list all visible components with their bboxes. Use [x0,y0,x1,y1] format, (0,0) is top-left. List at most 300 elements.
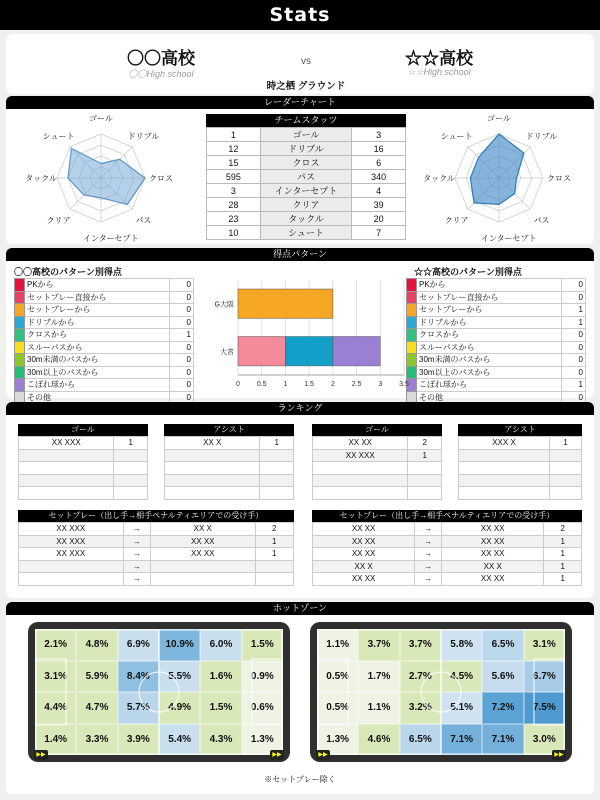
player-name [165,474,260,487]
home-value: 28 [207,198,261,212]
pattern-value: 1 [562,316,586,329]
player-count: 1 [408,449,442,462]
home-team-name: 〇〇高校 [127,49,195,68]
setplay-count: 1 [544,548,582,561]
hotzone-cell: 1.7% [358,661,399,693]
table-row [313,560,582,573]
home-value: 595 [207,170,261,184]
radar-axis-label: クリア [46,216,71,226]
hotzone-cell: 1.4% [35,724,76,756]
svg-text:1: 1 [283,381,288,388]
pattern-label: その他 [25,391,170,404]
arrow-icon: → [123,523,151,536]
radar-axis-label: シュート [42,131,75,141]
radar-axis-label: パス [135,216,152,226]
player-name [19,474,114,487]
hotzone-cell: 10.9% [159,629,200,661]
teams-header [6,34,594,94]
home-pattern-list [14,278,194,404]
passer-name [19,573,124,586]
pattern-label: こぼれ球から [25,379,170,392]
pattern-color-swatch [15,329,25,342]
list-item [407,279,586,292]
table-row [313,523,582,536]
hotzone-cell: 8.4% [118,661,159,693]
home-setplay-table [18,510,294,586]
radar-axis-label: ドリブル [525,131,558,141]
hotzone-cell: 5.9% [76,661,117,693]
table-row [19,462,148,475]
table-row [207,226,406,240]
table-row [165,487,294,500]
home-radar-chart [6,112,196,242]
setplay-count [255,560,294,573]
setplay-count: 1 [544,560,582,573]
hotzone-cell: 1.5% [200,692,241,724]
table-row [313,487,442,500]
list-item [407,316,586,329]
home-setplay-caption: セットプレー（出し手→相手ペナルティエリアでの受け手） [18,510,294,522]
pattern-value: 0 [170,354,194,367]
player-count [114,462,148,475]
hotzone-cell: 3.1% [35,661,76,693]
stat-label: クリア [260,198,352,212]
pattern-value: 0 [170,379,194,392]
table-row [207,128,406,142]
pattern-label: 30m未満のパスから [25,354,170,367]
ranking-panel [6,402,594,598]
hotzone-cell: 5.1% [441,692,482,724]
home-assist-ranking-caption: アシスト [164,424,294,436]
hotzone-cell: 1.1% [317,629,358,661]
receiver-name: XX XX [151,548,256,561]
home-value: 23 [207,212,261,226]
player-name: XX XXX [313,449,408,462]
hotzone-cell: 4.6% [358,724,399,756]
setplay-count [255,573,294,586]
passer-name: XX XX [313,523,415,536]
hotzone-cell: 7.5% [524,692,565,724]
list-item [407,354,586,367]
setplay-count: 2 [255,523,294,536]
list-item [407,341,586,354]
player-name [165,487,260,500]
pattern-value: 0 [170,304,194,317]
hotzone-cell: 6.7% [524,661,565,693]
pattern-label: その他 [417,391,562,404]
passer-name: XX XXX [19,535,124,548]
passer-name: XX XXX [19,523,124,536]
pattern-color-swatch [15,316,25,329]
hotzone-cell: 1.5% [242,629,283,661]
list-item [15,316,194,329]
receiver-name: XX XX [442,548,544,561]
ranking-section-title: ランキング [6,402,594,415]
player-name: XXX X [459,437,550,450]
pattern-color-swatch [15,291,25,304]
away-direction-badge-right: ▶▶ [552,750,566,760]
arrow-icon: → [123,548,151,561]
list-item [15,291,194,304]
svg-text:2: 2 [330,381,335,388]
table-row [19,487,148,500]
hotzone-cell: 4.4% [35,692,76,724]
hotzone-cell: 1.1% [358,692,399,724]
home-value: 3 [207,184,261,198]
stat-label: シュート [260,226,352,240]
radar-axis-label: シュート [440,131,473,141]
svg-text:3.5: 3.5 [399,381,409,388]
player-count [408,462,442,475]
pattern-label: PKから [25,279,170,292]
passer-name: XX XXX [19,548,124,561]
hotzone-cell: 7.2% [482,692,523,724]
player-count: 1 [550,437,582,450]
player-count [550,474,582,487]
table-row [19,523,294,536]
arrow-icon: → [123,535,151,548]
list-item [407,304,586,317]
svg-text:0: 0 [236,381,240,388]
player-count [550,487,582,500]
hotzone-cell: 3.7% [358,629,399,661]
pattern-value: 0 [170,279,194,292]
player-count [408,487,442,500]
svg-text:G大阪: G大阪 [214,301,234,309]
table-row [19,535,294,548]
pattern-value: 0 [562,291,586,304]
receiver-name: XX XX [442,523,544,536]
pattern-label: スルーパスから [417,341,562,354]
hotzone-cell: 3.3% [76,724,117,756]
pattern-label: クロスから [417,329,562,342]
player-count [260,474,294,487]
table-row [459,474,582,487]
list-item [15,354,194,367]
pattern-value: 0 [170,341,194,354]
list-item [15,379,194,392]
hotzone-cell: 7.1% [482,724,523,756]
player-name: XX X [165,437,260,450]
home-value: 15 [207,156,261,170]
pattern-value: 0 [562,279,586,292]
pattern-color-swatch [15,366,25,379]
hotzone-cell: 5.5% [159,661,200,693]
away-value: 20 [352,212,406,226]
hotzone-cell: 4.9% [159,692,200,724]
table-row [459,437,582,450]
away-direction-badge: ▶▶ [316,750,330,760]
away-goal-ranking [312,424,442,500]
table-row [313,535,582,548]
pattern-value: 0 [562,391,586,404]
away-value: 340 [352,170,406,184]
player-name: XX XX [313,437,408,450]
radar-axis-label: クロス [547,174,571,183]
hotzone-section-title: ホットゾーン [6,602,594,615]
table-row [19,449,148,462]
passer-name: XX XX [313,548,415,561]
player-name [313,462,408,475]
pattern-label: セットプレーから [417,304,562,317]
setplay-count: 2 [544,523,582,536]
table-row [19,560,294,573]
table-row [313,462,442,475]
list-item [15,279,194,292]
stat-label: インターセプト [260,184,352,198]
table-row [207,212,406,226]
list-item [15,304,194,317]
home-direction-badge-right: ▶▶ [270,750,284,760]
player-name [459,487,550,500]
pattern-label: クロスから [25,329,170,342]
hotzone-cell: 6.9% [118,629,159,661]
arrow-icon: → [123,573,151,586]
table-row [19,573,294,586]
venue-label: 時之栖 グラウンド [266,81,346,92]
radar-axis-label: ドリブル [127,131,160,141]
pattern-label: セットプレーから [25,304,170,317]
radar-section-title: レーダーチャート [6,96,594,109]
table-row [313,437,442,450]
hotzone-cell: 5.4% [159,724,200,756]
arrow-icon: → [415,548,442,561]
home-direction-badge: ▶▶ [34,750,48,760]
stat-label: クロス [260,156,352,170]
radar-chart-panel [6,96,594,244]
player-name [19,487,114,500]
home-team-subtitle: 〇〇High school [128,69,194,79]
hotzone-cell: 4.5% [441,661,482,693]
setplay-count: 1 [255,548,294,561]
hotzone-cell: 3.1% [524,629,565,661]
hotzone-cell: 1.3% [242,724,283,756]
player-count: 1 [114,437,148,450]
table-row [207,156,406,170]
away-goal-ranking-caption: ゴール [312,424,442,436]
vs-label: vs [301,56,311,67]
arrow-icon: → [123,560,151,573]
pattern-bar-chart [202,276,410,391]
hotzone-cell: 2.1% [35,629,76,661]
receiver-name [151,573,256,586]
player-name [313,474,408,487]
player-name [459,449,550,462]
setplay-count: 1 [544,535,582,548]
list-item [407,291,586,304]
receiver-name: XX XX [151,535,256,548]
player-name [459,474,550,487]
radar-axis-label: クリア [444,216,469,226]
hotzone-cell: 6.5% [482,629,523,661]
page-title: Stats [269,4,331,26]
hotzone-cell: 1.6% [200,661,241,693]
player-count [550,462,582,475]
table-row [19,474,148,487]
receiver-name [151,560,256,573]
passer-name: XX X [313,560,415,573]
pattern-label: セットプレー直接から [417,291,562,304]
pattern-label: PKから [417,279,562,292]
home-goal-ranking [18,424,148,500]
hotzone-cell: 0.9% [242,661,283,693]
away-value: 39 [352,198,406,212]
list-item [15,341,194,354]
away-value: 3 [352,128,406,142]
player-name [19,462,114,475]
arrow-icon: → [415,535,442,548]
player-count [260,462,294,475]
passer-name: XX XX [313,535,415,548]
hotzone-cell: 1.3% [317,724,358,756]
home-value: 10 [207,226,261,240]
away-value: 6 [352,156,406,170]
player-count [114,474,148,487]
home-goal-ranking-caption: ゴール [18,424,148,436]
hotzone-cell: 7.1% [441,724,482,756]
table-row [165,474,294,487]
radar-axis-label: ゴール [487,114,511,123]
arrow-icon: → [415,523,442,536]
table-row [459,462,582,475]
setplay-count: 1 [255,535,294,548]
hotzone-cell: 3.0% [524,724,565,756]
hotzone-cell: 4.3% [200,724,241,756]
player-count [114,487,148,500]
table-row [165,449,294,462]
table-row [313,548,582,561]
arrow-icon: → [415,560,442,573]
table-row [207,198,406,212]
player-name [459,462,550,475]
stat-label: ドリブル [260,142,352,156]
table-row [207,170,406,184]
table-row [459,487,582,500]
player-count [408,474,442,487]
list-item [407,366,586,379]
player-count [260,487,294,500]
away-assist-ranking [458,424,582,500]
pattern-value: 0 [562,354,586,367]
table-row [313,573,582,586]
hotzone-cell: 4.8% [76,629,117,661]
pattern-label: 30m未満のパスから [417,354,562,367]
list-item [15,366,194,379]
player-count: 2 [408,437,442,450]
table-row [19,437,148,450]
away-pattern-title: ☆☆高校のパターン別得点 [414,267,522,277]
table-row [19,548,294,561]
away-value: 4 [352,184,406,198]
away-hotzone-pitch [310,622,572,762]
pattern-label: ドリブルから [417,316,562,329]
table-row [207,184,406,198]
pattern-label: 30m以上のパスから [25,366,170,379]
pattern-value: 1 [170,329,194,342]
passer-name: XX XX [313,573,415,586]
pattern-section-title: 得点パターン [6,248,594,261]
pattern-value: 0 [170,316,194,329]
home-assist-ranking [164,424,294,500]
hotzone-cell: 3.9% [118,724,159,756]
player-name [165,449,260,462]
player-count [260,449,294,462]
player-count [114,449,148,462]
pattern-value: 0 [170,366,194,379]
away-team-subtitle: ☆☆High school [407,67,471,77]
hot-zone-panel [6,602,594,794]
list-item [15,329,194,342]
pattern-label: スルーパスから [25,341,170,354]
pattern-label: ドリブルから [25,316,170,329]
receiver-name: XX X [442,560,544,573]
stat-label: パス [260,170,352,184]
radar-axis-label: パス [533,216,550,226]
pattern-color-swatch [15,354,25,367]
home-value: 12 [207,142,261,156]
table-row [313,449,442,462]
home-hotzone-pitch [28,622,290,762]
table-row [207,142,406,156]
pattern-color-swatch [15,304,25,317]
radar-axis-label: クロス [149,174,173,183]
setplay-count: 1 [544,573,582,586]
away-radar-chart [404,112,594,242]
hotzone-cell: 6.5% [400,724,441,756]
away-setplay-caption: セットプレー（出し手→相手ペナルティエリアでの受け手） [312,510,582,522]
away-setplay-table [312,510,582,586]
hotzone-cell: 2.7% [400,661,441,693]
table-row [165,437,294,450]
hotzone-cell: 0.5% [317,661,358,693]
receiver-name: XX XX [442,573,544,586]
stat-label: タックル [260,212,352,226]
player-name [165,462,260,475]
pattern-label: セットプレー直接から [25,291,170,304]
table-row [459,449,582,462]
hotzone-cell: 4.7% [76,692,117,724]
pattern-value: 0 [170,291,194,304]
radar-axis-label: インターセプト [83,234,139,243]
radar-axis-label: タックル [423,174,455,183]
player-name [19,449,114,462]
hotzone-cell: 5.7% [118,692,159,724]
scoring-pattern-panel [6,248,594,402]
pattern-color-swatch [15,341,25,354]
hotzone-cell: 5.8% [441,629,482,661]
arrow-icon: → [415,573,442,586]
player-count: 1 [260,437,294,450]
away-assist-ranking-caption: アシスト [458,424,582,436]
home-value: 1 [207,128,261,142]
pattern-value: 0 [562,329,586,342]
hotzone-cell: 6.0% [200,629,241,661]
svg-text:0.5: 0.5 [256,381,267,388]
radar-axis-label: インターセプト [481,234,537,243]
table-row [165,462,294,475]
hotzone-cell: 3.7% [400,629,441,661]
receiver-name: XX XX [442,535,544,548]
pattern-value: 1 [562,379,586,392]
pattern-color-swatch [15,379,25,392]
pattern-value: 0 [562,341,586,354]
radar-axis-label: ゴール [89,114,113,123]
svg-text:2.5: 2.5 [351,381,362,388]
pattern-value: 0 [562,366,586,379]
receiver-name: XX X [151,523,256,536]
player-count [550,449,582,462]
passer-name [19,560,124,573]
